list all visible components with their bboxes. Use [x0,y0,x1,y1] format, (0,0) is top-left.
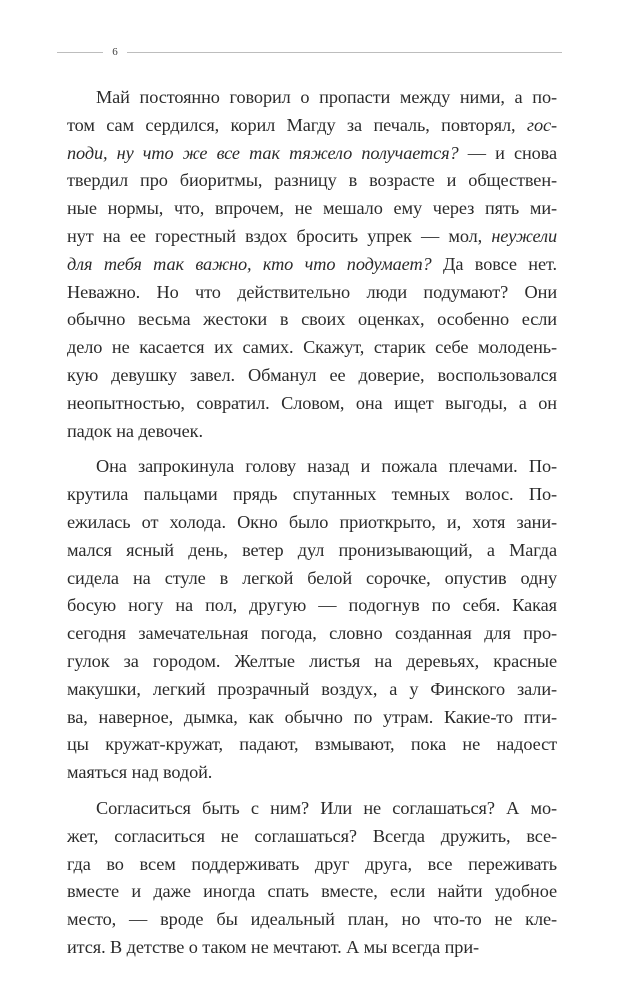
text-line [67,823,557,851]
text-line [67,648,557,676]
text-line [67,306,557,334]
text-run: гда во всем поддерживать друг друга, все переживать [67,853,557,874]
text-run: том сам сердился, корил Магду за печаль, повторял, [67,114,527,135]
text-line [67,223,557,251]
text-run: жет, согласиться не соглашаться? Всегда дружить, все- [67,825,557,846]
text-run: цы кружат-кружат, падают, взмывают, пока не надоест [67,734,557,755]
text-line [67,759,557,787]
text-run: макушки, легкий прозрачный воздух, а у Финского зали- [67,678,557,699]
header-rule-left [57,52,103,53]
text-line [67,592,557,620]
text-line [67,620,557,648]
text-line [67,704,557,732]
running-header [57,44,562,60]
text-run: место, — вроде бы идеальный план, но что-то не кле- [67,909,557,930]
text-line [67,851,557,879]
text-run: маяться над водой. [67,762,213,783]
text-line [67,279,557,307]
text-run: Неважно. Но что действительно люди подумают? Они [67,281,557,302]
text-line [67,195,557,223]
text-line [67,84,557,112]
text-run: сегодня замечательная погода, словно созданная для про- [67,623,557,644]
italic-run: для тебя так важно, кто что подумает? [67,253,432,274]
text-line [67,390,557,418]
text-run: ные нормы, что, впрочем, не мешало ему через пять ми- [67,198,557,219]
text-run: твердил про биоритмы, разницу в возрасте и обществен- [67,170,557,191]
text-run: неопытностью, совратил. Словом, она ищет выгоды, а он [67,392,557,413]
text-run: кую девушку завел. Обманул ее доверие, воспользовался [67,364,557,385]
italic-run: поди, ну что же все так тяжело получается? [67,142,459,163]
text-line [67,565,557,593]
text-run: дело не касается их самих. Скажут, старик себе молодень- [67,337,557,358]
text-line [67,167,557,195]
text-run: гулок за городом. Желтые листья на деревьях, красные [67,650,557,671]
page-number: 6 [112,46,118,58]
text-line [67,731,557,759]
text-run: — и снова [458,142,557,163]
text-run: Она запрокинула голову назад и пожала плечами. По- [96,456,557,477]
text-run: Май постоянно говорил о пропасти между ними, а по- [96,87,557,107]
text-line [67,481,557,509]
paragraph [67,84,557,445]
text-line [67,362,557,390]
text-run: обычно весьма жестоки в своих оценках, особенно если [67,309,557,330]
body-text [67,84,557,970]
text-line [67,418,557,446]
text-run: Да вовсе нет. [431,253,557,274]
text-run: мался ясный день, ветер дул пронизывающий, а Магда [67,539,557,560]
italic-run: неужели [491,225,557,246]
text-line [67,251,557,279]
text-line [67,509,557,537]
paragraph [67,453,557,787]
text-run: вместе и даже иногда спать вместе, если найти удобное [67,881,557,902]
text-run: крутила пальцами прядь спутанных темных волос. По- [67,484,557,505]
text-line [67,795,557,823]
header-rule-right [127,52,562,53]
text-line [67,334,557,362]
text-line [67,537,557,565]
text-run: сидела на стуле в легкой белой сорочке, опустив одну [67,567,557,588]
text-run: падок на девочек. [67,420,203,441]
text-line [67,676,557,704]
text-run: ва, наверное, дымка, как обычно по утрам. Какие-то пти- [67,706,557,727]
text-line [67,112,557,140]
paragraph [67,795,557,962]
text-run: ится. В детстве о таком не мечтают. А мы всегда при- [67,936,480,957]
text-line [67,878,557,906]
text-run: нут на ее горестный вздох бросить упрек — мол, [67,225,492,246]
text-line [67,453,557,481]
text-run: босую ногу на пол, другую — подогнув по себя. Какая [67,595,557,616]
text-line [67,906,557,934]
text-run: Согласиться быть с ним? Или не соглашаться? А мо- [96,797,557,818]
text-line [67,140,557,168]
text-line [67,934,557,962]
text-run: ежилась от холода. Окно было приоткрыто, и, хотя зани- [67,511,557,532]
italic-run: гос- [526,114,557,135]
